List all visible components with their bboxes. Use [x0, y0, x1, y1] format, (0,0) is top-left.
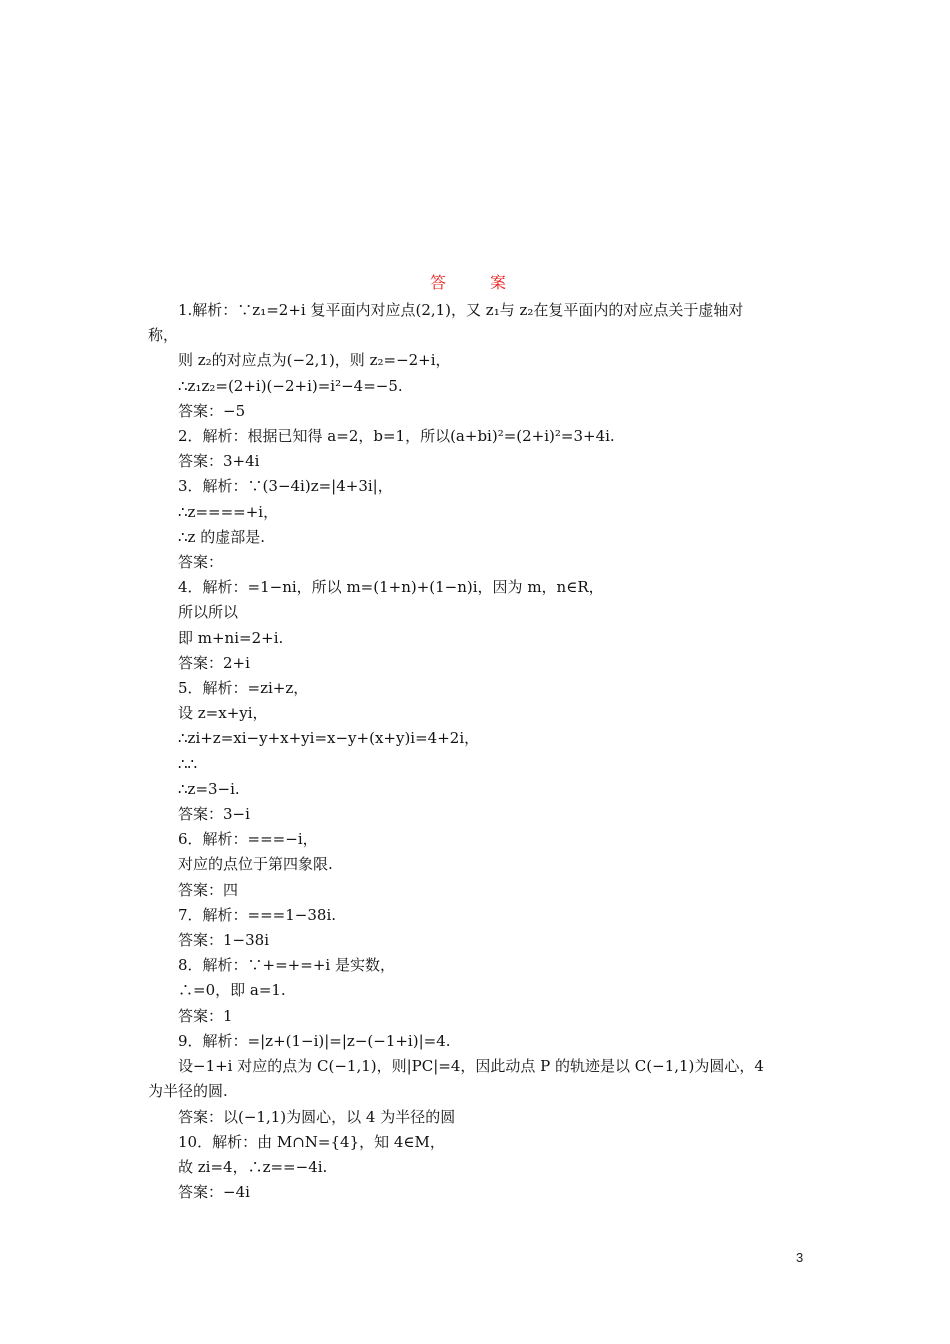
answer-line: 答案：3+4i [178, 452, 260, 471]
answer-line: 答案：1 [178, 1006, 233, 1025]
answer-body [148, 298, 810, 1205]
answer-line: 答案：3−i [178, 805, 250, 824]
answer-line: 答案：以(−1,1)为圆心，以 4 为半径的圆 [178, 1107, 456, 1126]
answer-line: ∴z 的虚部是. [178, 527, 265, 546]
answer-line: 10．解析：由 M∩N={4}，知 4∈M， [178, 1132, 445, 1151]
answer-line: 即 m+ni=2+i. [178, 628, 284, 647]
answer-line: 8．解析：∵+=+=+i 是实数， [178, 956, 395, 975]
answer-line: ∴∴ [178, 754, 198, 773]
page-number: 3 [796, 1250, 804, 1265]
answer-line: 答案： [178, 553, 224, 572]
answer-line: 所以所以 [178, 603, 239, 622]
answer-line: 答案：1−38i [178, 931, 269, 950]
answer-line: 5．解析：=zi+z， [178, 679, 309, 698]
answer-line: ∴z₁z₂=(2+i)(−2+i)=i²−4=−5. [178, 376, 403, 395]
answer-line: 1.解析：∵z₁=2+i 复平面内对应点(2,1)，又 z₁与 z₂在复平面内的对应点关于虚轴对 [178, 301, 744, 319]
answer-line: ∴z=3−i. [178, 779, 240, 798]
answer-line: 9．解析：=|z+(1−i)|=|z−(−1+i)|=4. [178, 1031, 451, 1050]
answer-line: 答案：四 [178, 880, 239, 899]
answer-line: ∴=0，即 a=1. [178, 981, 286, 1000]
answer-line: 称， [148, 326, 179, 345]
answer-line: 故 zi=4，∴z==−4i. [178, 1157, 328, 1176]
answer-line: ∴zi+z=xi−y+x+yi=x−y+(x+y)i=4+2i， [178, 729, 480, 748]
answer-line: 4．解析：=1−ni，所以 m=(1+n)+(1−n)i，因为 m，n∈R， [178, 578, 604, 597]
answer-line: 2．解析：根据已知得 a=2，b=1，所以(a+bi)²=(2+i)²=3+4i. [178, 427, 615, 446]
answer-line: 设−1+i 对应的点为 C(−1,1)，则|PC|=4，因此动点 P 的轨迹是以 C(−1,1)为圆心，4 [178, 1057, 764, 1076]
answer-line: 则 z₂的对应点为(−2,1)，则 z₂=−2+i， [178, 351, 451, 370]
answer-title: 答 案 [429, 273, 520, 292]
answer-line: 6．解析：===−i， [178, 830, 318, 849]
answer-line: 7．解析：===1−38i. [178, 905, 337, 924]
answer-line: 3．解析：∵(3−4i)z=|4+3i|， [178, 477, 393, 496]
answer-line: 答案：−4i [178, 1183, 250, 1202]
answer-line: 答案：2+i [178, 653, 250, 672]
answer-line: 对应的点位于第四象限. [178, 855, 333, 874]
answer-line: 答案：−5 [178, 401, 246, 420]
answer-line: 为半径的圆. [148, 1082, 228, 1101]
answer-line: ∴z====+i， [178, 502, 279, 521]
answer-line: 设 z=x+yi， [178, 704, 268, 723]
